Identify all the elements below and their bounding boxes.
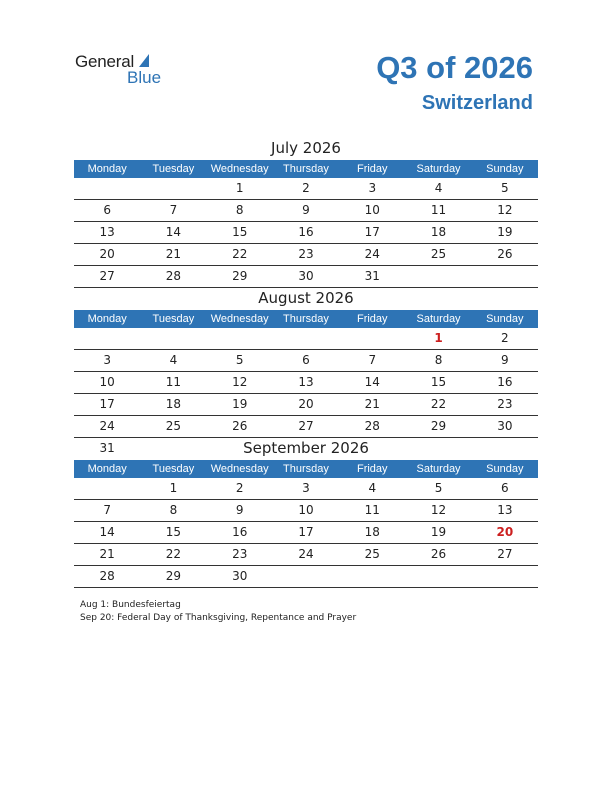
weekday-header: Saturday — [416, 163, 461, 175]
day-cell: 5 — [235, 353, 244, 367]
day-cell — [140, 328, 206, 349]
week-row — [74, 500, 538, 522]
weekday-header: Sunday — [486, 463, 524, 475]
weekday-header: Friday — [356, 163, 388, 175]
weekday-header: Friday — [356, 463, 388, 475]
day-cell: 19 — [430, 525, 447, 539]
day-cell: 19 — [232, 397, 248, 411]
week-row — [74, 478, 538, 500]
day-cell: 18 — [364, 525, 380, 539]
weekday-header: Saturday — [416, 313, 461, 325]
day-cell: 14 — [364, 375, 380, 389]
day-cell: 27 — [99, 269, 115, 283]
weekday-header-row — [74, 160, 538, 178]
day-cell: 5 — [434, 481, 443, 495]
day-cell — [339, 566, 405, 587]
month-name: August 2026 — [258, 289, 354, 307]
day-cell: 18 — [430, 225, 447, 239]
day-cell — [339, 328, 405, 349]
day-cell: 7 — [169, 203, 178, 217]
day-cell: 7 — [103, 503, 111, 517]
day-cell: 16 — [298, 225, 314, 239]
day-cell: 1 — [169, 481, 178, 495]
weekday-header: Wednesday — [210, 163, 269, 175]
day-cell — [207, 328, 273, 349]
week-row — [74, 566, 538, 588]
weekday-header: Wednesday — [210, 313, 269, 325]
day-cell: 12 — [497, 203, 513, 217]
day-cell: 28 — [165, 269, 182, 283]
day-cell: 10 — [298, 503, 314, 517]
day-cell: 14 — [99, 525, 115, 539]
day-cell — [405, 266, 471, 287]
day-cell: 6 — [103, 203, 111, 217]
day-cell: 17 — [298, 525, 314, 539]
day-cell: 10 — [364, 203, 380, 217]
month-name: September 2026 — [243, 439, 369, 457]
day-cell: 13 — [99, 225, 115, 239]
day-cell: 20 — [99, 247, 115, 261]
day-cell: 4 — [368, 481, 377, 495]
day-cell — [273, 328, 339, 349]
day-cell: 22 — [430, 397, 447, 411]
day-cell: 3 — [302, 481, 310, 495]
day-cell — [74, 478, 140, 499]
day-cell: 30 — [298, 269, 314, 283]
day-cell: 21 — [165, 247, 182, 261]
day-cell: 23 — [298, 247, 314, 261]
day-cell: 24 — [298, 547, 314, 561]
day-cell: 17 — [99, 397, 115, 411]
weekday-header: Monday — [87, 463, 127, 475]
week-row — [74, 350, 538, 372]
day-cell: 25 — [364, 547, 380, 561]
day-cell: 23 — [497, 397, 513, 411]
day-cell: 29 — [430, 419, 447, 433]
day-cell: 12 — [232, 375, 248, 389]
day-cell: 25 — [165, 419, 182, 433]
weekday-header: Thursday — [283, 163, 329, 175]
weekday-header: Monday — [87, 313, 127, 325]
day-cell: 30 — [232, 569, 248, 583]
month-calendar-august — [74, 288, 538, 460]
day-cell: 2 — [235, 481, 244, 495]
day-cell: 9 — [501, 353, 509, 367]
week-row — [74, 222, 538, 244]
week-row — [74, 544, 538, 566]
day-cell: 1 — [434, 331, 443, 345]
weekday-header: Thursday — [283, 313, 329, 325]
week-row — [74, 416, 538, 438]
page-title: Q3 of 2026 — [376, 50, 533, 85]
weekday-header: Monday — [87, 163, 127, 175]
weekday-header: Tuesday — [152, 163, 195, 175]
day-cell: 29 — [165, 569, 182, 583]
weekday-header: Sunday — [486, 163, 524, 175]
day-cell: 24 — [364, 247, 380, 261]
day-cell: 16 — [232, 525, 248, 539]
day-cell: 28 — [99, 569, 115, 583]
day-cell: 25 — [430, 247, 447, 261]
day-cell: 11 — [364, 503, 380, 517]
day-cell: 31 — [364, 269, 380, 283]
weekday-header: Tuesday — [152, 463, 195, 475]
week-row — [74, 394, 538, 416]
week-row — [74, 372, 538, 394]
day-cell: 6 — [501, 481, 509, 495]
day-cell: 2 — [501, 331, 509, 345]
day-cell: 10 — [99, 375, 115, 389]
month-name: July 2026 — [271, 139, 341, 157]
day-cell: 7 — [368, 353, 377, 367]
week-row — [74, 266, 538, 288]
day-cell: 27 — [298, 419, 314, 433]
day-cell: 6 — [302, 353, 310, 367]
day-cell: 13 — [298, 375, 314, 389]
weekday-header: Sunday — [486, 313, 524, 325]
day-cell: 26 — [232, 419, 248, 433]
day-cell: 27 — [497, 547, 513, 561]
day-cell — [74, 328, 140, 349]
day-cell — [472, 266, 538, 287]
day-cell: 26 — [430, 547, 447, 561]
country-subtitle: Switzerland — [421, 92, 533, 114]
day-cell: 23 — [232, 547, 248, 561]
day-cell: 16 — [497, 375, 513, 389]
week-row — [74, 178, 538, 200]
day-cell: 3 — [368, 181, 377, 195]
day-cell: 22 — [165, 547, 182, 561]
day-cell — [140, 178, 206, 199]
day-cell: 4 — [434, 181, 443, 195]
day-cell: 11 — [165, 375, 182, 389]
day-cell: 11 — [430, 203, 447, 217]
month-calendar-july — [74, 138, 538, 288]
week-row — [74, 328, 538, 350]
weekday-header-row — [74, 460, 538, 478]
weekday-header: Tuesday — [152, 313, 195, 325]
day-cell: 18 — [165, 397, 182, 411]
day-cell: 15 — [430, 375, 447, 389]
day-cell — [472, 566, 538, 587]
holiday-note: Aug 1: Bundesfeiertag — [80, 600, 181, 610]
logo-general-text: General — [75, 52, 135, 71]
generalblue-logo — [75, 52, 175, 88]
month-calendar-september — [74, 438, 538, 588]
day-cell: 24 — [99, 419, 115, 433]
day-cell: 9 — [235, 503, 244, 517]
day-cell: 2 — [302, 181, 310, 195]
weekday-header: Wednesday — [210, 463, 269, 475]
day-cell: 4 — [169, 353, 178, 367]
day-cell — [405, 566, 471, 587]
day-cell: 5 — [501, 181, 509, 195]
day-cell: 8 — [434, 353, 443, 367]
holiday-notes — [80, 599, 356, 625]
day-cell: 21 — [364, 397, 380, 411]
day-cell: 1 — [235, 181, 244, 195]
day-cell: 26 — [497, 247, 513, 261]
day-cell: 28 — [364, 419, 380, 433]
day-cell: 8 — [169, 503, 178, 517]
logo-triangle-icon — [139, 54, 149, 67]
day-cell: 17 — [364, 225, 380, 239]
weekday-header: Friday — [356, 313, 388, 325]
day-cell: 12 — [430, 503, 447, 517]
day-cell — [273, 566, 339, 587]
day-cell: 29 — [232, 269, 248, 283]
week-row — [74, 522, 538, 544]
holiday-note: Sep 20: Federal Day of Thanksgiving, Repentance and Prayer — [80, 613, 357, 623]
day-cell: 31 — [99, 441, 115, 455]
day-cell: 20 — [298, 397, 314, 411]
week-row — [74, 244, 538, 266]
weekday-header: Thursday — [283, 463, 329, 475]
weekday-header: Saturday — [416, 463, 461, 475]
day-cell: 20 — [496, 525, 514, 539]
day-cell: 15 — [232, 225, 248, 239]
day-cell: 9 — [302, 203, 310, 217]
logo-blue-text: Blue — [127, 68, 162, 87]
week-row — [74, 200, 538, 222]
day-cell: 13 — [497, 503, 513, 517]
day-cell: 19 — [497, 225, 513, 239]
day-cell: 30 — [497, 419, 513, 433]
day-cell: 14 — [165, 225, 182, 239]
day-cell: 3 — [103, 353, 111, 367]
day-cell: 22 — [232, 247, 248, 261]
day-cell: 21 — [99, 547, 115, 561]
day-cell: 8 — [235, 203, 244, 217]
weekday-header-row — [74, 310, 538, 328]
day-cell — [74, 178, 140, 199]
day-cell: 15 — [165, 525, 182, 539]
